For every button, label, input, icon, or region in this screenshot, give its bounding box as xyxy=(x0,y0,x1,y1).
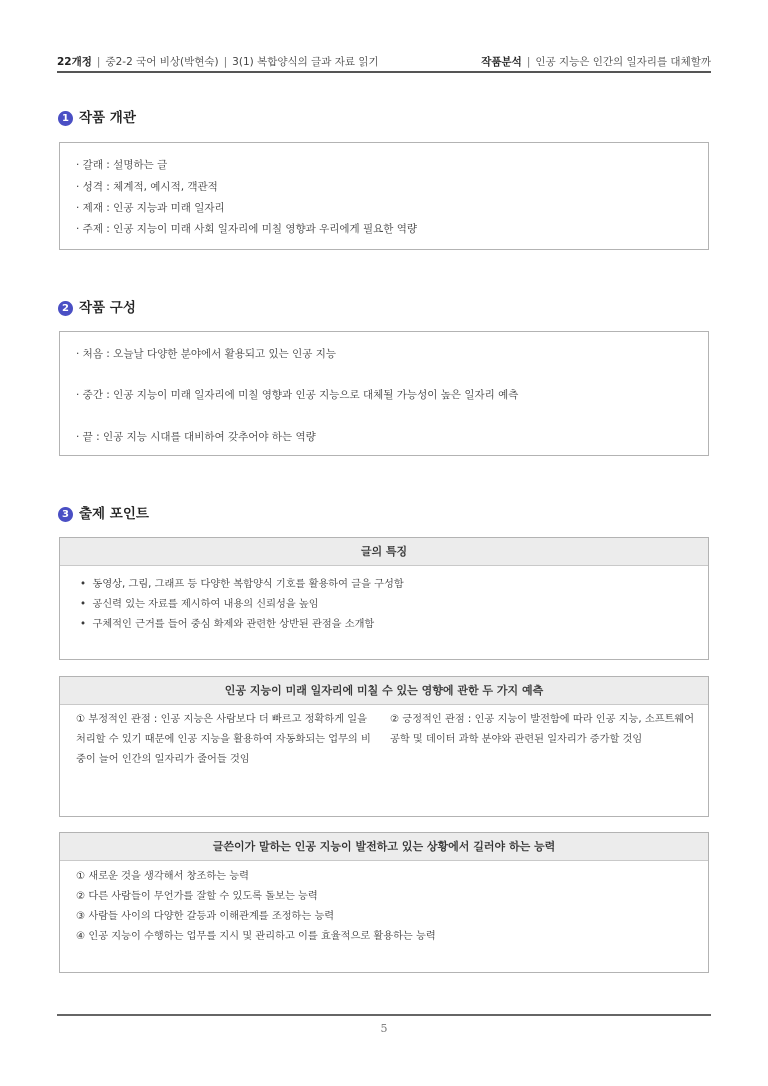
structure-box xyxy=(59,331,709,456)
list-item: • 동영상, 그림, 그래프 등 다양한 복합양식 기호를 활용하여 글을 구성함 xyxy=(80,579,404,590)
footer-divider xyxy=(57,1014,711,1016)
page-number: 5 xyxy=(380,1022,388,1035)
structure-beginning: · 처음 : 오늘날 다양한 분야에서 활용되고 있는 인공 지능 xyxy=(76,348,337,360)
overview-theme: · 주제 : 인공 지능이 미래 사회 일자리에 미칠 영향과 우리에게 필요한 역량 xyxy=(76,223,418,235)
header-unit: 3(1) 복합양식의 글과 자료 읽기 xyxy=(232,56,379,68)
section-title-points xyxy=(58,502,149,522)
structure-end: · 끝 : 인공 지능 시대를 대비하여 갖추어야 하는 역량 xyxy=(76,431,316,443)
list-item: • 공신력 있는 자료를 제시하여 내용의 신뢰성을 높임 xyxy=(80,599,319,610)
prediction-positive: ② 긍정적인 관점 : 인공 지능이 발전함에 따라 인공 지능, 소프트웨어 공학 및 데이터 과학 분야와 관련된 일자리가 증가할 것임 xyxy=(390,714,695,745)
section-number-badge: 1 xyxy=(58,111,73,126)
section-title-structure xyxy=(58,296,136,316)
overview-genre: · 갈래 : 설명하는 글 xyxy=(76,159,168,171)
overview-subject: · 제재 : 인공 지능과 미래 일자리 xyxy=(76,202,225,214)
features-title: 글의 특징 xyxy=(60,538,708,566)
abilities-title: 글쓴이가 말하는 인공 지능이 발전하고 있는 상황에서 길러야 하는 능력 xyxy=(60,833,708,861)
section-number-badge: 2 xyxy=(58,301,73,316)
section-number-badge: 3 xyxy=(58,507,73,522)
list-item: ④ 인공 지능이 수행하는 업무를 지시 및 관리하고 이를 효율적으로 활용하는 능력 xyxy=(76,931,436,942)
overview-character: · 성격 : 체계적, 예시적, 객관적 xyxy=(76,181,218,193)
section-title-text: 작품 개관 xyxy=(79,110,136,126)
list-item: ③ 사람들 사이의 다양한 갈등과 이해관계를 조정하는 능력 xyxy=(76,911,335,922)
section-title-text: 작품 구성 xyxy=(79,300,136,316)
structure-middle: · 중간 : 인공 지능이 미래 일자리에 미칠 영향과 인공 지능으로 대체될 가능성이 높은 일자리 예측 xyxy=(76,389,519,401)
list-item: ② 다른 사람들이 무언가를 잘할 수 있도록 돌보는 능력 xyxy=(76,891,318,902)
section-title-text: 출제 포인트 xyxy=(79,506,149,522)
list-item: • 구체적인 근거를 들어 중심 화제와 관련한 상반된 관점을 소개함 xyxy=(80,619,375,630)
section-title-overview xyxy=(58,106,136,126)
abilities-box xyxy=(59,832,709,973)
header-left: 22개정 | 중2-2 국어 비상(박현숙) | 3(1) 복합양식의 글과 자료 읽기 xyxy=(57,56,379,68)
page-header xyxy=(57,50,711,70)
list-item: ① 새로운 것을 생각해서 창조하는 능력 xyxy=(76,871,249,882)
predictions-title: 인공 지능이 미래 일자리에 미칠 수 있는 영향에 관한 두 가지 예측 xyxy=(60,677,708,705)
header-curriculum: 22개정 xyxy=(57,56,92,68)
predictions-box xyxy=(59,676,709,817)
header-category: 작품분석 xyxy=(481,56,522,68)
features-box xyxy=(59,537,709,660)
overview-box xyxy=(59,142,709,250)
prediction-negative: ① 부정적인 관점 : 인공 지능은 사람보다 더 빠르고 정확하게 일을 처리할 수 있기 때문에 인공 지능을 활용하여 자동화되는 업무의 비중이 늘어 인간의 일자리가 줄어들 것임 xyxy=(76,714,371,765)
header-right: 작품분석 | 인공 지능은 인간의 일자리를 대체할까 xyxy=(481,56,711,68)
header-textbook: 중2-2 국어 비상(박현숙) xyxy=(105,56,219,68)
header-work-title: 인공 지능은 인간의 일자리를 대체할까 xyxy=(535,56,711,68)
header-divider xyxy=(57,71,711,73)
